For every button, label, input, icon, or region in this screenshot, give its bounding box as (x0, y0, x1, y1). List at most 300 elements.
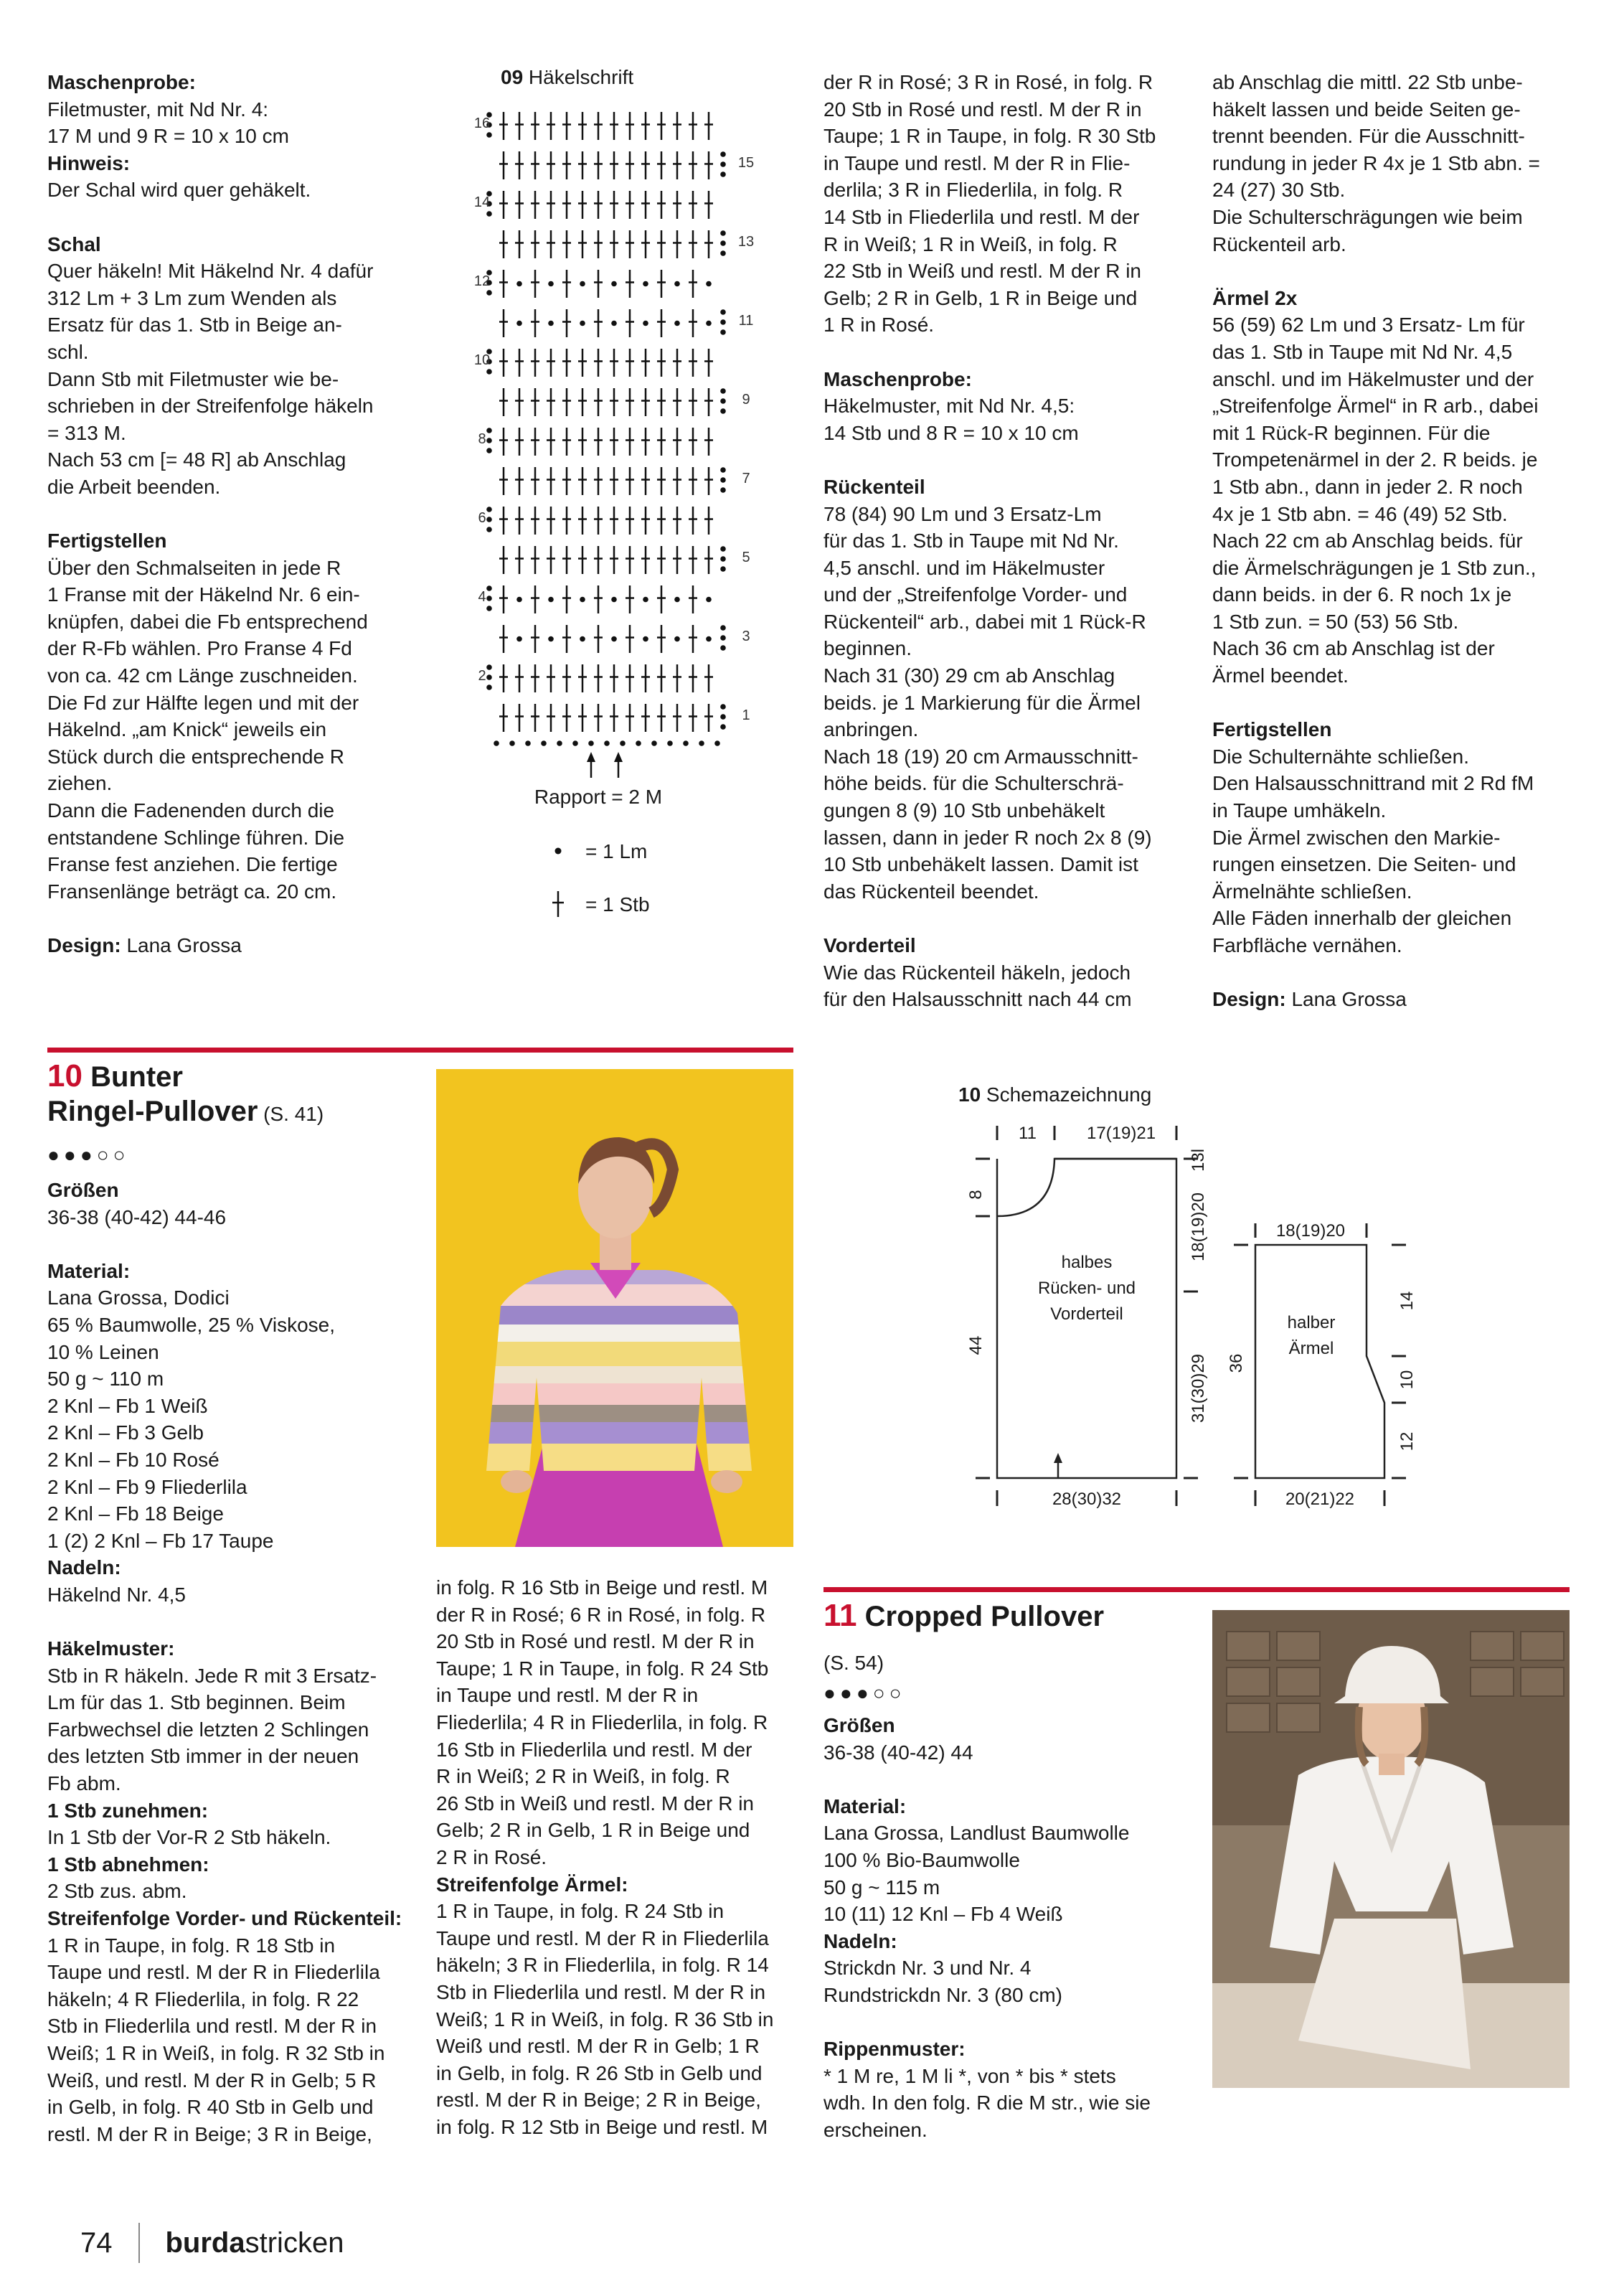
double-crochet-symbol (657, 664, 666, 692)
col3-top-line: Nach 31 (30) 29 cm ab Anschlag (823, 664, 1115, 687)
double-crochet-symbol (562, 388, 571, 416)
section-10-rule (47, 1048, 793, 1053)
col1-top-line: Nach 53 cm [= 48 R] ab Anschlag (47, 448, 346, 471)
svg-text:36: 36 (1227, 1353, 1246, 1373)
col4-top-line: anschl. und im Häkelmuster und der (1212, 367, 1534, 390)
chain-stitch-symbol (720, 230, 726, 236)
double-crochet-symbol (657, 191, 666, 219)
col3-top-line: anbringen. (823, 718, 919, 741)
double-crochet-symbol (594, 230, 603, 258)
double-crochet-symbol (499, 388, 508, 416)
double-crochet-symbol (531, 151, 539, 179)
chain-stitch-symbol (541, 740, 547, 746)
col1-bottom-line: 2 Knl – Fb 10 Rosé (47, 1448, 220, 1471)
double-crochet-symbol (499, 151, 508, 179)
double-crochet-symbol (657, 585, 666, 613)
double-crochet-symbol (578, 230, 587, 258)
chain-stitch-symbol (486, 585, 492, 591)
chain-stitch-symbol (548, 321, 554, 326)
col3-top-line: Nach 18 (19) 20 cm Armausschnitt- (823, 745, 1138, 768)
legend-dc-label: = 1 Stb (585, 893, 650, 916)
col1-bottom-line: des letzten Stb immer in der neuen (47, 1745, 359, 1768)
double-crochet-symbol (515, 546, 524, 574)
double-crochet-symbol (547, 191, 555, 219)
double-crochet-symbol (594, 625, 603, 653)
chain-stitch-symbol (525, 740, 531, 746)
col3-top-line: lassen, dann in jeder R noch 2x 8 (9) (823, 826, 1152, 849)
double-crochet-symbol (704, 507, 713, 535)
double-crochet-symbol (610, 349, 618, 377)
double-crochet-symbol (499, 467, 508, 495)
double-crochet-symbol (610, 507, 618, 535)
double-crochet-symbol (531, 507, 539, 535)
chain-stitch-symbol (720, 329, 726, 335)
col3-bottom-line: 10 (11) 12 Knl – Fb 4 Weiß (823, 1903, 1063, 1926)
col4-top-line: dann beids. in der 6. R noch 1x je (1212, 583, 1512, 606)
col1-top-line: von ca. 42 cm Länge zuschneiden. (47, 664, 358, 687)
chart-09-title: 09 Häkelschrift (501, 66, 634, 88)
double-crochet-symbol (515, 428, 524, 456)
double-crochet-symbol (562, 112, 571, 140)
col2-bottom-line: Stb in Fliederlila und restl. M der R in (436, 1980, 766, 2003)
chain-stitch-symbol (486, 664, 492, 670)
double-crochet-symbol (673, 230, 681, 258)
chain-stitch-symbol (620, 740, 626, 746)
double-crochet-symbol (547, 112, 555, 140)
double-crochet-symbol (499, 270, 508, 298)
svg-text:11: 11 (1019, 1124, 1037, 1143)
chain-stitch-symbol (720, 704, 726, 710)
double-crochet-symbol (673, 388, 681, 416)
col1-bottom-line: häkeln; 4 R Fliederlila, in folg. R 22 (47, 1987, 359, 2010)
rapport-arrowhead (614, 752, 623, 762)
double-crochet-symbol (531, 428, 539, 456)
chain-stitch-symbol (611, 636, 617, 642)
col4-top-line: Nach 36 cm ab Anschlag ist der (1212, 637, 1495, 660)
double-crochet-symbol (610, 230, 618, 258)
double-crochet-symbol (626, 664, 634, 692)
chain-stitch-symbol (720, 250, 726, 256)
chain-stitch-symbol (667, 740, 673, 746)
col2-bottom-line: restl. M der R in Beige; 2 R in Beige, (436, 2089, 761, 2112)
col4-top-line: Fertigstellen (1212, 718, 1332, 741)
chain-stitch-symbol (720, 645, 726, 651)
rapport-label: Rapport = 2 M (534, 786, 663, 808)
double-crochet-symbol (531, 704, 539, 732)
double-crochet-symbol (499, 349, 508, 377)
col4-top-line: ab Anschlag die mittl. 22 Stb unbe- (1212, 71, 1523, 93)
double-crochet-symbol (704, 388, 713, 416)
col1-top-line: Quer häkeln! Mit Häkelnd Nr. 4 dafür (47, 260, 374, 283)
row-number-right: 13 (737, 234, 755, 250)
section-11-title: 11 Cropped Pullover (823, 1598, 1105, 1633)
col1-top-line (47, 501, 435, 528)
col1-bottom-line: 36-38 (40-42) 44-46 (47, 1205, 227, 1228)
row-number-right: 5 (742, 550, 750, 565)
double-crochet-symbol (515, 704, 524, 732)
legend-chain-symbol (555, 848, 562, 855)
double-crochet-symbol (689, 704, 697, 732)
double-crochet-symbol (531, 585, 539, 613)
double-crochet-symbol (610, 704, 618, 732)
col4-top-line (1212, 959, 1585, 987)
double-crochet-symbol (641, 467, 650, 495)
col1-top-line: knüpfen, dabei die Fb entsprechend (47, 610, 368, 633)
col1-bottom-line: 10 % Leinen (47, 1340, 159, 1363)
col4-top-line: Die Schulternähte schließen. (1212, 745, 1469, 768)
double-crochet-symbol (562, 270, 571, 298)
col3-bottom-line: Rundstrickdn Nr. 3 (80 cm) (823, 1983, 1062, 2006)
col1-top-line: Ersatz für das 1. Stb in Beige an- (47, 314, 342, 337)
col1-bottom-line: 1 Stb abnehmen: (47, 1853, 209, 1876)
col4-top-line: 1 Stb abn., dann in jeder 2. R noch (1212, 475, 1523, 498)
col1-bottom-line: Häkelnd Nr. 4,5 (47, 1583, 186, 1606)
col1-bottom-line: Größen (47, 1179, 119, 1201)
col3-top-line: 78 (84) 90 Lm und 3 Ersatz-Lm (823, 502, 1102, 525)
double-crochet-symbol (673, 112, 681, 140)
svg-text:12: 12 (1397, 1431, 1417, 1452)
col1-bottom-line: Lana Grossa, Dodici (47, 1286, 230, 1309)
chain-stitch-symbol (516, 281, 522, 287)
col2-bottom-line: in Gelb, in folg. R 26 Stb in Gelb und (436, 2061, 763, 2084)
col3-top-line: 1 R in Rosé. (823, 314, 935, 337)
double-crochet-symbol (515, 230, 524, 258)
col4-top-line: „Streifenfolge Ärmel“ in R arb., dabei (1212, 395, 1539, 418)
svg-text:8: 8 (966, 1190, 986, 1200)
double-crochet-symbol (562, 585, 571, 613)
chain-stitch-symbol (643, 636, 648, 642)
col3-bottom-line (823, 1766, 1197, 1793)
chain-stitch-symbol (720, 467, 726, 473)
row-number-left: 16 (473, 116, 491, 131)
double-crochet-symbol (578, 388, 587, 416)
row-number-left: 6 (478, 510, 486, 526)
row-number-right: 1 (742, 707, 750, 723)
photo-ringel-pullover (436, 1069, 793, 1547)
legend-chain-label: = 1 Lm (585, 840, 648, 862)
double-crochet-symbol (689, 388, 697, 416)
chain-stitch-symbol (720, 408, 726, 414)
col4-top-line: Den Halsausschnittrand mit 2 Rd fM (1212, 772, 1534, 795)
double-crochet-symbol (610, 664, 618, 692)
double-crochet-symbol (578, 704, 587, 732)
double-crochet-symbol (689, 151, 697, 179)
double-crochet-symbol (689, 270, 697, 298)
col2-bottom-line: der R in Rosé; 6 R in Rosé, in folg. R (436, 1603, 766, 1626)
col3-top-line: der R in Rosé; 3 R in Rosé, in folg. R (823, 71, 1153, 93)
col2-bottom-line: Taupe; 1 R in Taupe, in folg. R 24 Stb (436, 1657, 769, 1680)
chain-stitch-symbol (516, 636, 522, 642)
double-crochet-symbol (641, 507, 650, 535)
rapport-arrowhead (587, 752, 595, 762)
col1-top-line: Dann die Fadenenden durch die (47, 799, 335, 822)
col4-top-line: mit 1 Rück-R beginnen. Für die (1212, 421, 1491, 444)
col1-bottom-line: 2 Knl – Fb 18 Beige (47, 1502, 224, 1525)
double-crochet-symbol (499, 230, 508, 258)
col1-top-line (47, 204, 435, 231)
double-crochet-symbol (689, 664, 697, 692)
chain-stitch-symbol (580, 597, 585, 603)
double-crochet-symbol (547, 664, 555, 692)
double-crochet-symbol (562, 704, 571, 732)
col3-top-line: das Rückenteil beendet. (823, 880, 1039, 903)
double-crochet-symbol (704, 467, 713, 495)
row-number-left: 12 (473, 273, 491, 289)
svg-text:18(19)20: 18(19)20 (1189, 1192, 1208, 1262)
col4-top-line: 1 Stb zun. = 50 (53) 56 Stb. (1212, 610, 1459, 633)
double-crochet-symbol (626, 349, 634, 377)
double-crochet-symbol (626, 309, 634, 337)
chain-stitch-symbol (611, 597, 617, 603)
row-number-left: 2 (478, 668, 486, 684)
col3-top-line: und der „Streifenfolge Vorder- und (823, 583, 1128, 606)
col2-bottom-line: 1 R in Taupe, in folg. R 24 Stb in (436, 1900, 725, 1923)
col4-top-line: 24 (27) 30 Stb. (1212, 179, 1346, 202)
double-crochet-symbol (531, 546, 539, 574)
double-crochet-symbol (515, 112, 524, 140)
chain-stitch-symbol (683, 740, 689, 746)
chain-stitch-symbol (486, 527, 492, 532)
col3-bottom-line: Rippenmuster: (823, 2038, 966, 2061)
col3-bottom-line: 36-38 (40-42) 44 (823, 1741, 973, 1764)
double-crochet-symbol (499, 546, 508, 574)
col3-bottom-line: Größen (823, 1714, 895, 1736)
chain-stitch-symbol (486, 448, 492, 453)
chain-stitch-symbol (486, 438, 492, 443)
double-crochet-symbol (610, 546, 618, 574)
double-crochet-symbol (673, 349, 681, 377)
double-crochet-symbol (689, 507, 697, 535)
col1-top-line: die Arbeit beenden. (47, 475, 221, 498)
double-crochet-symbol (689, 230, 697, 258)
col3-top-line: 14 Stb und 8 R = 10 x 10 cm (823, 421, 1079, 444)
double-crochet-symbol (626, 507, 634, 535)
double-crochet-symbol (562, 309, 571, 337)
col3-top-line: derlila; 3 R in Fliederlila, in folg. R (823, 179, 1123, 202)
double-crochet-symbol (562, 349, 571, 377)
double-crochet-symbol (641, 428, 650, 456)
col3-top-line: 10 Stb unbehäkelt lassen. Damit ist (823, 853, 1138, 876)
chain-stitch-symbol (674, 597, 680, 603)
double-crochet-symbol (515, 349, 524, 377)
col1-top-line: entstandene Schlinge führen. Die (47, 826, 345, 849)
chain-stitch-symbol (720, 566, 726, 572)
col2-bottom-line: in folg. R 16 Stb in Beige und restl. M (436, 1576, 768, 1599)
double-crochet-symbol (531, 112, 539, 140)
col3-bottom-line: Material: (823, 1794, 907, 1817)
double-crochet-symbol (689, 467, 697, 495)
double-crochet-symbol (626, 191, 634, 219)
col2-bottom-line: Taupe und restl. M der R in Fliederlila (436, 1926, 769, 1949)
double-crochet-symbol (531, 664, 539, 692)
svg-text:13l: 13l (1189, 1148, 1208, 1172)
chain-stitch-symbol (580, 281, 585, 287)
col3-top-line: Gelb; 2 R in Gelb, 1 R in Beige und (823, 286, 1138, 309)
double-crochet-symbol (547, 388, 555, 416)
col3-top-line: R in Weiß; 1 R in Weiß, in folg. R (823, 232, 1118, 255)
col4-top-line: Ärmelnähte schließen. (1212, 880, 1412, 903)
double-crochet-symbol (641, 664, 650, 692)
double-crochet-symbol (499, 664, 508, 692)
col1-bottom-line (47, 1609, 435, 1636)
svg-text:14: 14 (1397, 1291, 1417, 1311)
double-crochet-symbol (547, 507, 555, 535)
double-crochet-symbol (626, 546, 634, 574)
chain-stitch-symbol (611, 281, 617, 287)
double-crochet-symbol (704, 704, 713, 732)
section-10-title: 10 Bunter Ringel-Pullover (S. 41) (47, 1058, 324, 1127)
col1-top-line: 312 Lm + 3 Lm zum Wenden als (47, 286, 337, 309)
col4-top-line (1212, 258, 1585, 285)
col1-bottom-line: Material: (47, 1259, 131, 1282)
double-crochet-symbol (641, 546, 650, 574)
double-crochet-symbol (562, 625, 571, 653)
double-crochet-symbol (562, 507, 571, 535)
col4-top-line: häkelt lassen und beide Seiten ge- (1212, 98, 1521, 121)
chain-stitch-symbol (509, 740, 515, 746)
double-crochet-symbol (578, 349, 587, 377)
col1-bottom-line: 2 Knl – Fb 3 Gelb (47, 1421, 204, 1444)
col1-top-line: Schal (47, 232, 101, 255)
double-crochet-symbol (626, 112, 634, 140)
page-footer (80, 2223, 344, 2263)
double-crochet-symbol (626, 151, 634, 179)
chain-stitch-symbol (548, 281, 554, 287)
double-crochet-symbol (578, 507, 587, 535)
col1-top-line: Maschenprobe: (47, 71, 196, 93)
chain-stitch-symbol (674, 321, 680, 326)
chain-stitch-symbol (643, 321, 648, 326)
chain-stitch-symbol (486, 596, 492, 601)
double-crochet-symbol (594, 546, 603, 574)
double-crochet-symbol (594, 507, 603, 535)
col1-bottom (47, 1177, 435, 2147)
chain-stitch-symbol (604, 740, 610, 746)
col1-bottom-line: 2 Knl – Fb 1 Weiß (47, 1394, 208, 1417)
col1-bottom-line: Fb abm. (47, 1772, 121, 1795)
chain-stitch-symbol (548, 597, 554, 603)
difficulty-rating-10: ●●●○○ (47, 1144, 130, 1166)
double-crochet-symbol (515, 191, 524, 219)
double-crochet-symbol (641, 191, 650, 219)
chain-stitch-symbol (720, 388, 726, 394)
double-crochet-symbol (704, 151, 713, 179)
double-crochet-symbol (547, 151, 555, 179)
double-crochet-symbol (594, 270, 603, 298)
chain-stitch-symbol (486, 211, 492, 217)
double-crochet-symbol (531, 309, 539, 337)
col2-bottom-line: Streifenfolge Ärmel: (436, 1873, 628, 1896)
col4-top-line: 56 (59) 62 Lm und 3 Ersatz- Lm für (1212, 314, 1525, 337)
col1-bottom-line: 1 Stb zunehmen: (47, 1799, 209, 1822)
col1-top-line: Die Fd zur Hälfte legen und mit der (47, 691, 359, 714)
double-crochet-symbol (547, 546, 555, 574)
col3-top-line (823, 339, 1197, 366)
double-crochet-symbol (531, 388, 539, 416)
chain-stitch-symbol (720, 309, 726, 315)
chain-stitch-symbol (643, 597, 648, 603)
double-crochet-symbol (641, 230, 650, 258)
col3-top-line: beids. je 1 Markierung für die Ärmel (823, 691, 1141, 714)
double-crochet-symbol (657, 507, 666, 535)
double-crochet-symbol (499, 704, 508, 732)
row-number-left: 4 (478, 589, 486, 605)
col1-bottom-line: in Gelb, in folg. R 40 Stb in Gelb und (47, 2096, 374, 2119)
chain-stitch-symbol (572, 740, 578, 746)
double-crochet-symbol (641, 151, 650, 179)
col1-top-line: Der Schal wird quer gehäkelt. (47, 179, 311, 202)
chain-stitch-symbol (486, 606, 492, 611)
col3-bottom-line: * 1 M re, 1 M li *, von * bis * stets (823, 2064, 1116, 2087)
double-crochet-symbol (673, 428, 681, 456)
double-crochet-symbol (689, 428, 697, 456)
col3-top-line: für den Halsausschnitt nach 44 cm (823, 988, 1132, 1011)
chain-stitch-symbol (516, 321, 522, 326)
double-crochet-symbol (657, 704, 666, 732)
double-crochet-symbol (704, 546, 713, 574)
double-crochet-symbol (673, 704, 681, 732)
col4-top-line: Die Ärmel zwischen den Markie- (1212, 826, 1501, 849)
col2-bottom-line: in folg. R 12 Stb in Beige und restl. M (436, 2115, 768, 2138)
col1-bottom-line: 65 % Baumwolle, 25 % Viskose, (47, 1313, 336, 1336)
schema-10-drawing (947, 1116, 1463, 1525)
chain-stitch-symbol (699, 740, 704, 746)
col4-top-line: Nach 22 cm ab Anschlag beids. für (1212, 530, 1523, 552)
svg-text:Ärmel: Ärmel (1288, 1339, 1334, 1358)
section-11-rule (823, 1587, 1570, 1592)
double-crochet-symbol (562, 230, 571, 258)
row-number-right: 7 (742, 471, 750, 486)
double-crochet-symbol (673, 664, 681, 692)
double-crochet-symbol (641, 388, 650, 416)
double-crochet-symbol (594, 467, 603, 495)
row-number-left: 10 (473, 352, 491, 368)
col1-bottom-line: Lm für das 1. Stb beginnen. Beim (47, 1691, 346, 1714)
chain-stitch-symbol (580, 636, 585, 642)
double-crochet-symbol (515, 467, 524, 495)
chain-stitch-symbol (516, 597, 522, 603)
double-crochet-symbol (673, 546, 681, 574)
col1-top-line: 1 Franse mit der Häkelnd Nr. 6 ein- (47, 583, 360, 606)
double-crochet-symbol (626, 467, 634, 495)
chain-stitch-symbol (720, 161, 726, 167)
col2-bottom-line: 20 Stb in Rosé und restl. M der R in (436, 1630, 755, 1653)
chain-stitch-symbol (706, 321, 712, 326)
double-crochet-symbol (594, 112, 603, 140)
double-crochet-symbol (704, 428, 713, 456)
col3-top-line: Taupe; 1 R in Taupe, in folg. R 30 Stb (823, 125, 1156, 148)
double-crochet-symbol (562, 191, 571, 219)
chain-stitch-symbol (720, 487, 726, 493)
double-crochet-symbol (594, 585, 603, 613)
col4-top-line: rundung in jeder R 4x je 1 Stb abn. = (1212, 151, 1540, 174)
double-crochet-symbol (499, 309, 508, 337)
col1-top-line: der R-Fb wählen. Pro Franse 4 Fd (47, 637, 352, 660)
chain-stitch-symbol (674, 636, 680, 642)
col2-bottom-line: 26 Stb in Weiß und restl. M der R in (436, 1792, 754, 1815)
col3-top-line: Wie das Rückenteil häkeln, jedoch (823, 961, 1131, 984)
col3-top-line: gungen 8 (9) 10 Stb unbehäkelt (823, 799, 1105, 822)
col1-bottom-line: Weiß; 1 R in Weiß, in folg. R 32 Stb in (47, 2042, 385, 2064)
col2-bottom-line: in Taupe und restl. M der R in (436, 1684, 699, 1707)
photo-cropped-pullover (1212, 1610, 1570, 2088)
double-crochet-symbol (610, 151, 618, 179)
col4-top-line: Ärmel beendet. (1212, 664, 1349, 687)
col3-top-line: 4,5 anschl. und im Häkelmuster (823, 556, 1105, 579)
col1-top-line: Design: Lana Grossa (47, 934, 242, 956)
col1-bottom-line: Nadeln: (47, 1556, 121, 1579)
double-crochet-symbol (626, 625, 634, 653)
